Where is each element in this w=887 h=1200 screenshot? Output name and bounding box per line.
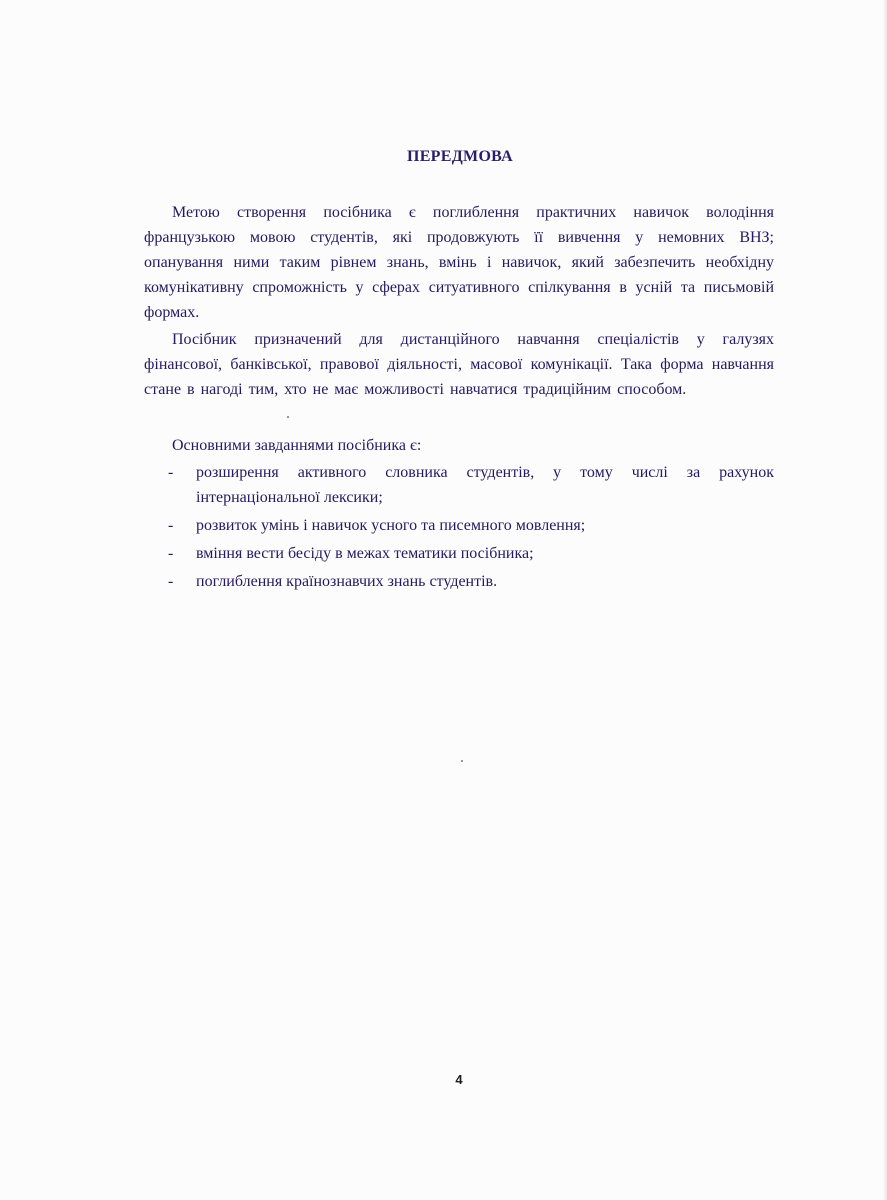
list-item <box>168 460 774 510</box>
scan-speck <box>287 416 289 418</box>
list-item <box>168 569 774 594</box>
task-text: поглиблення країнознавчих знань студентів. <box>196 573 498 590</box>
tasks-list <box>168 460 774 597</box>
list-marker: - <box>168 517 174 534</box>
page-heading: ПЕРЕДМОВА <box>406 148 514 165</box>
scan-speck <box>461 760 463 762</box>
task-text: розвиток умінь і навичок усного та писемного мовлення; <box>196 517 586 534</box>
page-number: 4 <box>455 1072 463 1087</box>
task-text: вміння вести бесіду в межах тематики посібника; <box>196 545 534 562</box>
preface-body <box>144 200 774 402</box>
list-marker: - <box>168 573 174 590</box>
paragraph-audience: Посібник призначений для дистанційного навчання спеціалістів у галузях фінансової, банківської, правової діяльності, масової комунікації. Така форма навчання стане в нагоді тим, хто не має можливості навчатися традиційним способом. <box>144 331 774 398</box>
list-marker: - <box>168 545 174 562</box>
tasks-intro: Основними завданнями посібника є: <box>172 437 422 454</box>
list-item <box>168 541 774 566</box>
paragraph-purpose: Метою створення посібника є поглиблення практичних навичок володіння французькою мовою студентів, які продовжують її вивчення у немовних ВНЗ; опанування ними таким рівнем знань, вмінь і навичок, який забезпечить необхідну комунікативну спроможність у сферах ситуативного спілкування в усній та письмовій формах. <box>144 204 774 321</box>
task-text: розширення активного словника студентів, у тому числі за рахунок інтернаціональної лексики; <box>196 464 774 506</box>
list-item <box>168 513 774 538</box>
list-marker: - <box>168 464 174 481</box>
